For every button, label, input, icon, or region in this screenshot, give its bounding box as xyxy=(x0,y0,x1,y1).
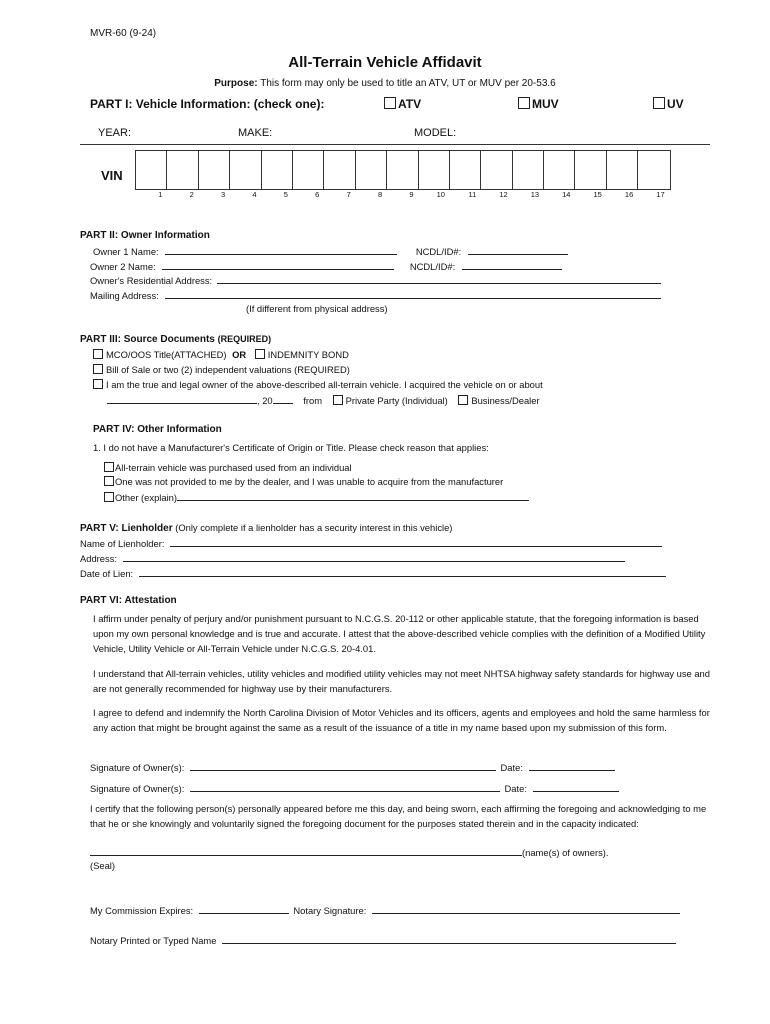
vin-position-number: 12 xyxy=(499,190,508,199)
vin-position-number: 11 xyxy=(468,190,477,199)
mailing-row: Mailing Address: xyxy=(90,289,661,301)
mailing-note: (If different from physical address) xyxy=(246,303,388,314)
divider xyxy=(80,144,710,145)
owner-names-row: (name(s) of owners). xyxy=(90,846,608,858)
mco-checkbox[interactable] xyxy=(93,349,103,359)
owner2-name-field[interactable] xyxy=(162,260,394,270)
vin-position-number: 1 xyxy=(158,190,163,199)
model-label: MODEL: xyxy=(414,127,457,139)
vin-grid[interactable] xyxy=(135,150,671,190)
owner-signature-date-field[interactable] xyxy=(529,761,615,771)
checkbox-icon[interactable] xyxy=(384,97,396,109)
form-id: MVR-60 (9-24) xyxy=(90,28,157,39)
vin-position-number: 15 xyxy=(593,190,602,199)
vin-label: VIN xyxy=(101,168,123,183)
vin-position-number: 16 xyxy=(624,190,634,199)
vin-cell[interactable] xyxy=(262,151,293,189)
owner-signature-field[interactable] xyxy=(190,782,500,792)
vin-cell[interactable] xyxy=(481,151,512,189)
vin-position-number: 17 xyxy=(656,190,665,199)
residential-row: Owner's Residential Address: xyxy=(90,274,661,286)
vin-cell[interactable] xyxy=(324,151,355,189)
checkbox-icon[interactable] xyxy=(653,97,665,109)
vin-position-number: 6 xyxy=(315,190,320,199)
checkbox-icon[interactable] xyxy=(518,97,530,109)
vin-cell[interactable] xyxy=(167,151,198,189)
vin-cell[interactable] xyxy=(293,151,324,189)
vin-cell[interactable] xyxy=(513,151,544,189)
vin-cell[interactable] xyxy=(356,151,387,189)
owner1-name-field[interactable] xyxy=(165,245,397,255)
commission-row: My Commission Expires: Notary Signature: xyxy=(90,904,680,916)
notary-signature-field[interactable] xyxy=(372,904,680,914)
vin-position-number: 7 xyxy=(346,190,351,199)
lienholder-name-row: Name of Lienholder: xyxy=(80,537,662,549)
indemnity-checkbox[interactable] xyxy=(255,349,265,359)
year-label: YEAR: xyxy=(98,127,132,139)
vin-cell[interactable] xyxy=(638,151,669,189)
vin-position-numbers xyxy=(135,190,669,199)
owner2-ncdl-field[interactable] xyxy=(462,260,562,270)
vin-cell[interactable] xyxy=(544,151,575,189)
purpose-label: Purpose: xyxy=(214,78,258,89)
owner1-row: Owner 1 Name: NCDL/ID#: xyxy=(93,245,568,257)
acquired-year-field[interactable] xyxy=(273,394,293,404)
business-dealer-checkbox[interactable] xyxy=(458,395,468,405)
legal-owner-checkbox[interactable] xyxy=(93,379,103,389)
vin-cell[interactable] xyxy=(387,151,418,189)
vin-position-number: 4 xyxy=(252,190,257,199)
notary-printed-name-field[interactable] xyxy=(222,934,676,944)
vin-position-number: 13 xyxy=(530,190,540,199)
notary-name-row: Notary Printed or Typed Name xyxy=(90,934,676,946)
attestation-paragraph-3: I agree to defend and indemnify the North Carolina Division of Motor Vehicles and its officers, agents and employees and hold the same harmless for any action that might be brought against the same as a result of the issuance of a title in my name based upon my submission of this form. xyxy=(93,707,710,733)
option-muv[interactable]: MUV xyxy=(518,97,559,111)
vin-cell[interactable] xyxy=(450,151,481,189)
vin-cell[interactable] xyxy=(419,151,450,189)
option-uv[interactable]: UV xyxy=(653,97,684,111)
vin-cell[interactable] xyxy=(575,151,606,189)
reason-3: Other (explain) xyxy=(104,491,529,503)
purpose-text: This form may only be used to title an ATV, UT or MUV per 20-53.6 xyxy=(260,78,556,89)
vin-position-number: 8 xyxy=(377,190,383,199)
owner-signature-date-field[interactable] xyxy=(533,782,619,792)
vin-cell[interactable] xyxy=(607,151,638,189)
source-item-1: MCO/OOS Title(ATTACHED) OR INDEMNITY BOND xyxy=(93,349,349,360)
vin-cell[interactable] xyxy=(199,151,230,189)
vin-position-number: 9 xyxy=(409,190,414,199)
purpose-line xyxy=(0,78,770,89)
owner-signature-row-2: Signature of Owner(s): Date: xyxy=(90,782,619,794)
reason-1-checkbox[interactable] xyxy=(104,462,114,472)
owner-signature-field[interactable] xyxy=(190,761,496,771)
reason-1: All-terrain vehicle was purchased used from an individual xyxy=(104,462,352,473)
attestation-paragraph-2: I understand that All-terrain vehicles, utility vehicles and modified utility vehicles may not meet NHTSA highway safety standards for highway use and are not generally recommended for highway use by their manufacturers. xyxy=(93,668,710,694)
part1-heading: PART I: Vehicle Information: (check one): xyxy=(90,97,325,111)
vin-cell[interactable] xyxy=(136,151,167,189)
lienholder-address-field[interactable] xyxy=(123,552,625,562)
part4-heading: PART IV: Other Information xyxy=(93,424,222,435)
vin-position-number: 10 xyxy=(436,190,445,199)
acquired-date-field[interactable] xyxy=(107,394,257,404)
part3-heading: PART III: Source Documents (REQUIRED) xyxy=(80,334,272,345)
other-explain-field[interactable] xyxy=(177,491,529,501)
owner-signature-row-1: Signature of Owner(s): Date: xyxy=(90,761,615,773)
reason-2-checkbox[interactable] xyxy=(104,476,114,486)
vin-position-number: 3 xyxy=(221,190,226,199)
lienholder-name-field[interactable] xyxy=(170,537,662,547)
vin-position-number: 5 xyxy=(283,190,288,199)
part5-heading-row: PART V: Lienholder (Only complete if a lienholder has a security interest in this vehicle) xyxy=(80,522,453,534)
make-label: MAKE: xyxy=(238,127,273,139)
source-item-3: I am the true and legal owner of the above-described all-terrain vehicle. I acquired the vehicle on or about xyxy=(93,379,543,390)
part2-heading: PART II: Owner Information xyxy=(80,230,210,241)
residential-address-field[interactable] xyxy=(217,274,661,284)
bill-of-sale-checkbox[interactable] xyxy=(93,364,103,374)
page-title: All-Terrain Vehicle Affidavit xyxy=(288,54,482,71)
source-item-2: Bill of Sale or two (2) independent valuations (REQUIRED) xyxy=(93,364,350,375)
notary-certification: I certify that the following person(s) personally appeared before me this day, and being sworn, each affirming the foregoing and acknowledging to me that he or she knowingly and voluntarily signed the foregoing document for the purposes stated therein and in the capacity indicated: xyxy=(90,803,707,829)
reason-3-checkbox[interactable] xyxy=(104,492,114,502)
attestation-paragraph-1: I affirm under penalty of perjury and/or punishment pursuant to N.C.G.S. 20-112 or other applicable statute, that the foregoing information is based upon my own personal knowledge and is true and accurate. I attest that the above-described vehicle complies with the definition of a Modified Utility Vehicle, Utility Vehicle or All-Terrain Vehicle under N.C.G.S. 20-4.01. xyxy=(93,613,706,654)
owner2-row: Owner 2 Name: NCDL/ID#: xyxy=(90,260,562,272)
seal-label: (Seal) xyxy=(90,860,116,871)
mailing-address-field[interactable] xyxy=(165,289,661,299)
private-party-checkbox[interactable] xyxy=(333,395,343,405)
vin-cell[interactable] xyxy=(230,151,261,189)
lien-date-row: Date of Lien: xyxy=(80,567,666,579)
source-item-3-detail: , 20 from Private Party (Individual) Business/Dealer xyxy=(107,394,540,406)
owner-names-field[interactable] xyxy=(90,846,522,856)
lien-date-field[interactable] xyxy=(139,567,666,577)
vin-position-number: 2 xyxy=(189,190,194,199)
owner1-ncdl-field[interactable] xyxy=(468,245,568,255)
commission-expires-field[interactable] xyxy=(199,904,289,914)
reason-2: One was not provided to me by the dealer, and I was unable to acquire from the manufacturer xyxy=(104,476,503,487)
vin-position-number: 14 xyxy=(562,190,571,199)
part6-heading: PART VI: Attestation xyxy=(80,595,177,606)
lienholder-address-row: Address: xyxy=(80,552,625,564)
part4-intro: 1. I do not have a Manufacturer's Certificate of Origin or Title. Please check reason that applies: xyxy=(93,442,489,453)
option-atv[interactable]: ATV xyxy=(384,97,421,111)
